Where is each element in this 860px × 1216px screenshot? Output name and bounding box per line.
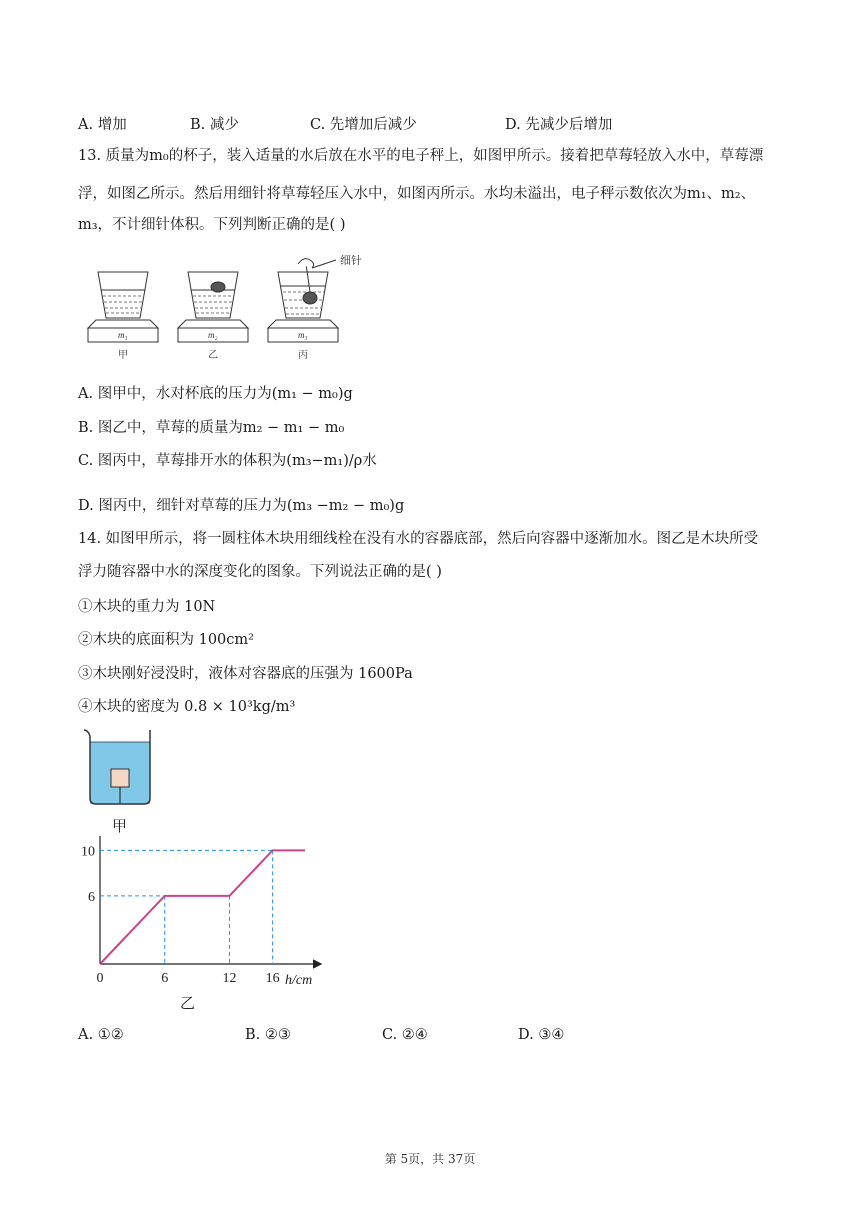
scale2-label: m₂	[208, 330, 218, 340]
x-tick-label: 16	[265, 971, 280, 986]
fig-jia-caption: 甲	[112, 819, 128, 835]
q12-option-a: A. 增加	[78, 117, 127, 133]
buoyancy-chart	[80, 836, 330, 1016]
q14-stem-line2: 浮力随容器中水的深度变化的图象。下列说法正确的是( )	[78, 564, 442, 580]
q13-option-a: A. 图甲中，水对杯底的压力为(m₁ − m₀)g	[78, 386, 353, 402]
x-tick-label: 0	[96, 971, 104, 986]
q14-option-a: A. ①②	[78, 1027, 124, 1043]
q14-statement-1: ①木块的重力为 10N	[78, 599, 216, 615]
q13-option-d: D. 图丙中，细针对草莓的压力为(m₃ −m₂ − m₀)g	[78, 498, 405, 514]
q12-option-d: D. 先减少后增加	[505, 117, 613, 133]
q13-figure	[78, 250, 378, 368]
q13-stem-line2: 浮，如图乙所示。然后用细针将草莓轻压入水中，如图丙所示。水均未溢出，电子秤示数依次为m₁、m₂、	[78, 186, 756, 202]
scale1-label: m₁	[118, 330, 128, 340]
caption-bing: 丙	[298, 350, 308, 361]
q14-statement-4: ④木块的密度为 0.8 × 10³kg/m³	[78, 699, 296, 715]
x-tick-label: 6	[161, 971, 169, 986]
x-axis-label: h/cm	[285, 973, 313, 988]
q13-option-b: B. 图乙中，草莓的质量为m₂ − m₁ − m₀	[78, 420, 345, 436]
q12-option-c: C. 先增加后减少	[310, 117, 417, 133]
q13-stem-line1: 13. 质量为m₀的杯子，装入适量的水后放在水平的电子秤上，如图甲所示。接着把草莓轻放入水中，草莓漂	[78, 148, 764, 164]
page-footer: 第 5页，共 37页	[384, 1152, 476, 1166]
beaker-figure	[80, 724, 160, 836]
fig-yi-caption: 乙	[180, 996, 196, 1012]
y-tick-label: 10	[81, 844, 95, 860]
caption-yi: 乙	[208, 350, 218, 361]
y-tick-label: 6	[88, 889, 95, 905]
q14-stem-line1: 14. 如图甲所示，将一圆柱体木块用细线栓在没有水的容器底部，然后向容器中逐渐加水。图乙是木块所受	[78, 531, 759, 547]
scale3-label: m₃	[298, 330, 308, 340]
q14-statement-3: ③木块刚好浸没时，液体对容器底的压强为 1600Pa	[78, 666, 413, 682]
q14-option-b: B. ②③	[245, 1027, 291, 1043]
x-tick-label: 12	[222, 971, 237, 986]
y-axis-label	[107, 836, 144, 837]
q14-option-c: C. ②④	[382, 1027, 428, 1043]
q13-option-c: C. 图丙中，草莓排开水的体积为(m₃−m₁)/ρ水	[78, 453, 377, 469]
series-line	[100, 850, 305, 964]
q12-option-b: B. 减少	[190, 117, 239, 133]
needle-label: 细针	[340, 255, 362, 267]
q14-option-d: D. ③④	[518, 1027, 565, 1043]
q14-statement-2: ②木块的底面积为 100cm²	[78, 632, 254, 648]
q13-stem-line3: m₃，不计细针体积。下列判断正确的是( )	[78, 217, 346, 233]
caption-jia: 甲	[118, 350, 128, 361]
